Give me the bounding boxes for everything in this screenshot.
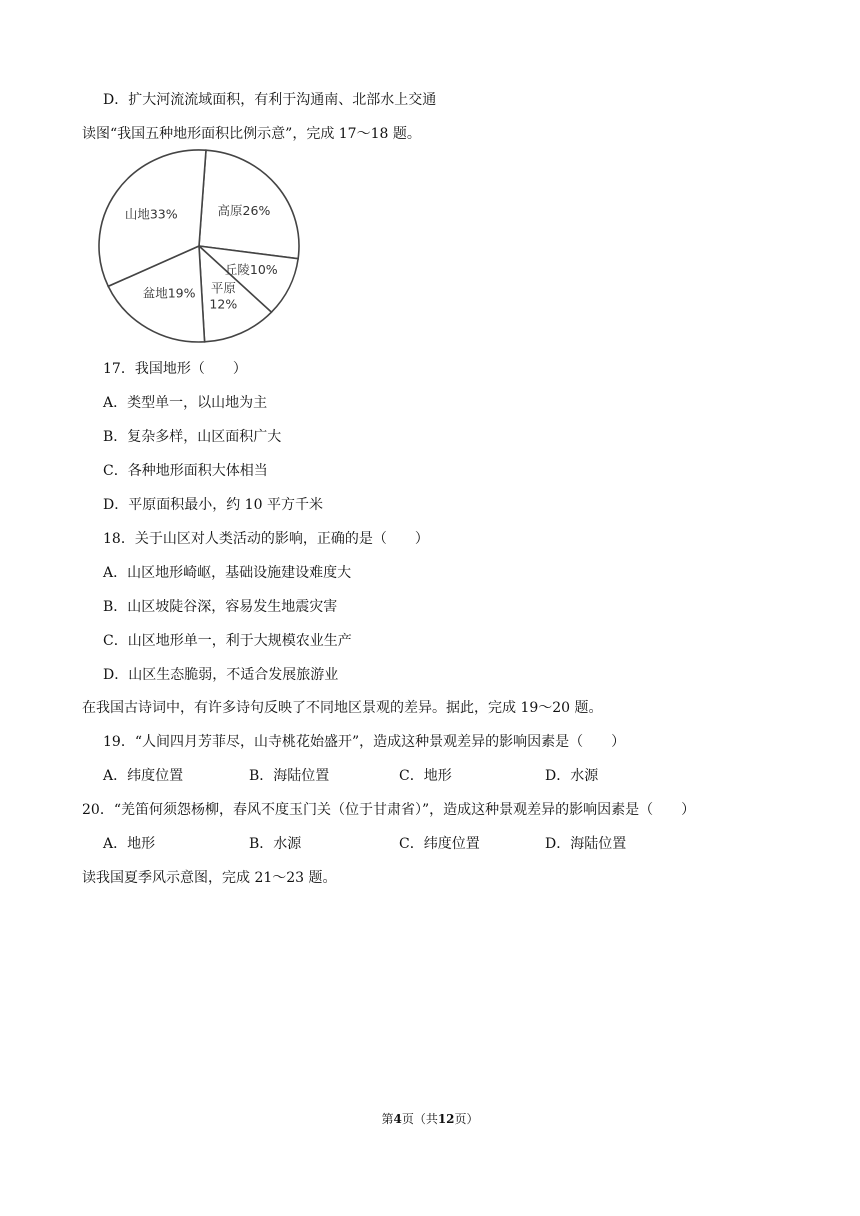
footer-prefix: 第 — [381, 1112, 394, 1126]
q17-option-d: D．平原面积最小，约 10 平方千米 — [103, 497, 323, 513]
q20-option-b: B．水源 — [249, 836, 302, 852]
footer-middle: 页（共 — [401, 1112, 438, 1126]
q19-option-d: D．水源 — [545, 768, 599, 784]
q19-option-b: B．海陆位置 — [249, 768, 330, 784]
q20-option-c: C．纬度位置 — [399, 836, 480, 852]
q17-stem: 17．我国地形（ ） — [103, 361, 247, 377]
page-footer — [0, 1110, 860, 1128]
q16-option-d: D．扩大河流流域面积，有利于沟通南、北部水上交通 — [103, 92, 437, 108]
q18-option-a: A．山区地形崎岖，基础设施建设难度大 — [103, 565, 352, 581]
pie-label-1: 丘陵10% — [224, 262, 278, 278]
pie-label-4: 山地33% — [124, 206, 178, 222]
intro-19-20: 在我国古诗词中，有许多诗句反映了不同地区景观的差异。据此，完成 19～20 题。 — [82, 700, 603, 716]
q17-option-a: A．类型单一，以山地为主 — [103, 395, 268, 411]
intro-21-23: 读我国夏季风示意图，完成 21～23 题。 — [82, 870, 337, 886]
q20-option-d: D．海陆位置 — [545, 836, 627, 852]
q19-option-a: A．纬度位置 — [103, 768, 184, 784]
pie-label-3: 盆地19% — [142, 285, 196, 301]
pie-label-0: 高原26% — [217, 202, 271, 218]
intro-17-18: 读图“我国五种地形面积比例示意”，完成 17～18 题。 — [82, 126, 421, 142]
q18-stem: 18．关于山区对人类活动的影响，正确的是（ ） — [103, 531, 429, 547]
footer-page-number: 4 — [393, 1112, 402, 1126]
q18-option-d: D．山区生态脆弱，不适合发展旅游业 — [103, 667, 339, 683]
q17-option-c: C．各种地形面积大体相当 — [103, 463, 268, 479]
q19-stem: 19．“人间四月芳菲尽，山寺桃花始盛开”，造成这种景观差异的影响因素是（ ） — [103, 734, 626, 750]
q17-option-b: B．复杂多样，山区面积广大 — [103, 429, 282, 445]
pie-label-2-name: 平原 — [210, 280, 236, 296]
footer-total-pages: 12 — [437, 1112, 455, 1126]
pie-slices — [99, 150, 299, 342]
q18-option-b: B．山区坡陡谷深，容易发生地震灾害 — [103, 599, 338, 615]
q20-stem: 20．“羌笛何须怨杨柳，春风不度玉门关（位于甘肃省）”，造成这种景观差异的影响因素是（ ） — [82, 802, 696, 818]
q18-option-c: C．山区地形单一，利于大规模农业生产 — [103, 633, 352, 649]
terrain-pie-chart — [95, 148, 305, 348]
pie-label-2-value: 12% — [209, 296, 238, 312]
q19-option-c: C．地形 — [399, 768, 452, 784]
footer-suffix: 页） — [454, 1112, 479, 1126]
q20-option-a: A．地形 — [103, 836, 156, 852]
